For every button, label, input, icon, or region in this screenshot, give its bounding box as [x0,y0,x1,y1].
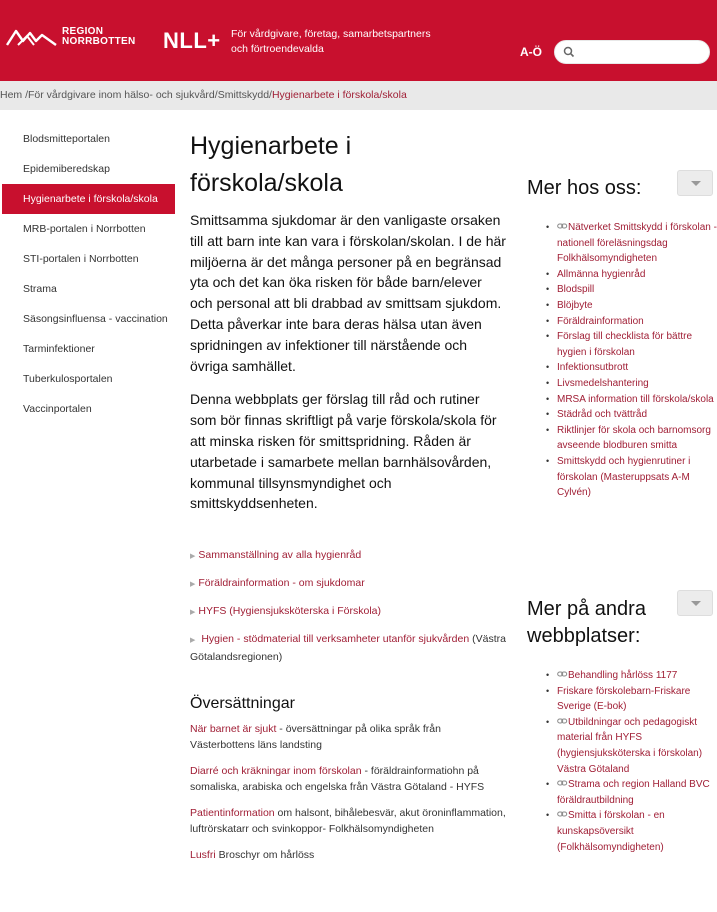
breadcrumb-smittskydd[interactable]: Smittskydd [217,89,270,101]
external-link-icon [557,779,568,787]
breadcrumb-separator: / [25,89,29,101]
translation-item [190,721,508,753]
link-label: Riktlinjer för skola och barnomsorg avseende blodburen smitta [557,424,711,452]
region-logo[interactable] [6,27,136,47]
translation-description: - översättningar på olika språk från Västerbottens läns landsting [190,723,441,752]
more-here-toggle-button[interactable] [677,170,713,196]
list-item [547,684,717,715]
link-item [190,547,508,565]
list-item [547,314,717,330]
translation-description: om halsont, bihålebesvär, akut öroninflammation, luftrörskatarr och svinkoppor- Folkhälsomyndigheten [190,807,506,836]
link-label: Smittskydd och hygienrutiner i förskolan (Masteruppsats A-M Cylvén) [557,455,691,499]
az-index-link[interactable]: A-Ö [520,45,542,59]
sidebar-nav [0,124,178,424]
external-link-icon [557,222,568,230]
sidebar-item-tuberkulosportalen[interactable]: Tuberkulosportalen [23,373,113,385]
translation-description: - föräldrainformatiohn på somaliska, arabiska och engelska från Västra Götaland - HYFS [190,765,485,794]
list-item [547,808,717,855]
logo-line-1: REGION [62,26,104,37]
sidebar-link[interactable] [557,316,644,327]
link-label: Utbildningar och pedagogiskt material från HYFS (hygiensjuksköterska i förskolan) Västra Götaland [557,716,703,775]
breadcrumb-current: Hygienarbete i förskola/skola [271,89,407,101]
translations-heading: Översättningar [190,695,295,713]
translation-item [190,847,508,863]
sidebar-link[interactable] [557,779,710,806]
link-item [190,631,508,665]
sidebar-link[interactable] [557,686,690,713]
sidebar-link[interactable] [557,810,665,852]
list-item [547,220,717,267]
brand-name[interactable]: NLL+ [163,28,221,53]
list-item [547,329,717,360]
link-label: Livsmedelshantering [557,377,649,389]
triangle-right-icon: ▶ [190,553,196,561]
intro-paragraph: Smittsamma sjukdomar är den vanligaste orsaken till att barn inte kan vara i förskolan/skolan. I de här miljöerna är det många personer på en begränsad yta och det kan öka risken för både barn/elever och personal att bli drabbad av smittsam sjukdom. Detta påverkar inte bara deras hälsa utan även spridningen av infektioner till närstående och övriga samhället. [190,212,506,374]
sidebar-link[interactable] [557,717,702,775]
link-patientinformation[interactable]: Patientinformation [190,807,275,820]
breadcrumb-separator: / [214,89,218,101]
sidebar-link[interactable] [557,362,628,373]
link-item [190,575,508,593]
sidebar-link[interactable] [557,409,647,420]
link-label: Nätverket Smittskydd i förskolan - nationell föreläsningsdag Folkhälsomyndigheten [557,222,717,265]
link-label: Strama och region Halland BVC föräldrautbildning [557,779,710,806]
search-icon[interactable] [563,46,575,58]
list-item [547,715,717,777]
list-item [547,282,717,298]
more-elsewhere-list [547,668,717,855]
more-elsewhere-heading: Mer på andra webbplatser: [527,598,646,647]
link-item [190,603,508,621]
main-content [190,128,508,873]
triangle-right-icon: ▶ [190,637,196,645]
external-link-icon [557,717,568,725]
list-item [547,267,717,283]
site-header [0,0,717,81]
logo-line-2: NORRBOTTEN [62,36,136,47]
sidebar-link[interactable] [557,394,714,405]
sidebar-link[interactable] [557,331,692,358]
external-link-icon [557,810,568,818]
list-item [547,376,717,392]
link-label: Allmänna hygienråd [557,268,646,280]
sidebar-link[interactable] [557,670,677,681]
sidebar-item-vaccinportalen[interactable]: Vaccinportalen [23,403,92,415]
tagline: För vårdgivare, företag, samarbetspartners och förtroendevalda [231,28,431,55]
link-label: Infektionsutbrott [557,362,629,374]
list-item [547,423,717,454]
link-hyfs[interactable]: HYFS (Hygiensjuksköterska i Förskola) [198,605,382,618]
link-label: Behandling hårlöss 1177 [568,670,678,681]
link-diarre-krakningar[interactable]: Diarré och kräkningar inom förskolan [190,765,362,778]
more-here-panel [527,175,717,501]
page-title: Hygienarbete i förskola/skola [190,132,352,197]
sidebar-item-blodsmitteportalen[interactable]: Blodsmitteportalen [23,133,110,145]
list-item [547,360,717,376]
translation-item [190,763,508,795]
more-elsewhere-toggle-button[interactable] [677,590,713,616]
list-item [547,668,717,684]
sidebar-link[interactable] [557,269,645,280]
link-source: (Västra Götalandsregionen) [190,633,506,664]
triangle-right-icon: ▶ [190,581,196,589]
link-foraldrainformation[interactable]: Föräldrainformation - om sjukdomar [198,577,365,590]
more-here-heading: Mer hos oss: [527,177,642,199]
link-label: Smitta i förskolan - en kunskapsöversikt (Folkhälsomyndigheten) [557,810,665,853]
triangle-right-icon: ▶ [190,609,196,617]
sidebar-link[interactable] [557,284,594,295]
chevron-down-icon [691,181,701,186]
list-item [547,298,717,314]
chevron-down-icon [691,601,701,606]
breadcrumb-vardgivare[interactable]: För vårdgivare inom hälso- och sjukvård [28,89,215,101]
link-label: Friskare förskolebarn-Friskare Sverige (E-bok) [557,685,691,713]
logo-text [62,27,136,47]
link-label: Förslag till checklista för bättre hygien i förskolan [557,331,693,358]
document-links [190,547,508,665]
list-item [547,454,717,501]
sidebar-item-hygienarbete[interactable]: Hygienarbete i förskola/skola [2,184,175,214]
sidebar-item-mrb-portalen[interactable]: MRB-portalen i Norrbotten [23,223,146,235]
sidebar-item-sasongsinfluensa[interactable]: Säsongsinfluensa - vaccination [23,313,168,325]
sidebar-link[interactable] [557,425,711,452]
list-item [547,392,717,408]
link-sammanstallning[interactable]: Sammanställning av alla hygienråd [198,549,362,562]
translation-description: Broschyr om hårlöss [215,849,315,862]
link-nar-barnet-ar-sjukt[interactable]: När barnet är sjukt [190,723,277,736]
translation-item [190,805,508,837]
link-label: Föräldrainformation [557,315,644,327]
info-paragraph: Denna webbplats ger förslag till råd och rutiner som bör finnas skriftligt på varje förskola/skola för att minska risken för smittspridning. Råden är utarbetade i samarbete mellan barnhälsovården, kommunal tillsynsmyndighet och smittskyddsenheten. [190,391,497,512]
link-label: Blöjbyte [557,299,593,311]
breadcrumb-home[interactable]: Hem [0,89,23,101]
more-here-list [547,220,717,501]
sidebar-link[interactable] [557,456,690,498]
sidebar-link[interactable] [557,300,593,311]
breadcrumb-separator: / [269,89,272,101]
link-lusfri[interactable]: Lusfri [190,849,216,862]
sidebar-link[interactable] [557,222,717,264]
link-label: Blodspill [557,284,595,296]
breadcrumb [0,81,717,110]
list-item [547,777,717,808]
link-hygien-stodmaterial[interactable]: Hygien - stödmaterial till verksamheter utanför sjukvården [201,633,470,646]
sidebar-item-epidemiberedskap[interactable]: Epidemiberedskap [23,163,110,175]
link-label: Städråd och tvättråd [557,409,648,421]
list-item [547,407,717,423]
sidebar-link[interactable] [557,378,649,389]
logo-mark-icon [6,27,58,47]
link-label: MRSA information till förskola/skola [557,393,714,405]
search-input[interactable] [554,40,710,64]
more-elsewhere-panel [527,596,717,855]
external-link-icon [557,670,568,678]
sidebar-item-sti-portalen[interactable]: STI-portalen i Norrbotten [23,253,139,265]
sidebar-item-strama[interactable]: Strama [23,283,57,295]
sidebar-item-tarminfektioner[interactable]: Tarminfektioner [23,343,95,355]
